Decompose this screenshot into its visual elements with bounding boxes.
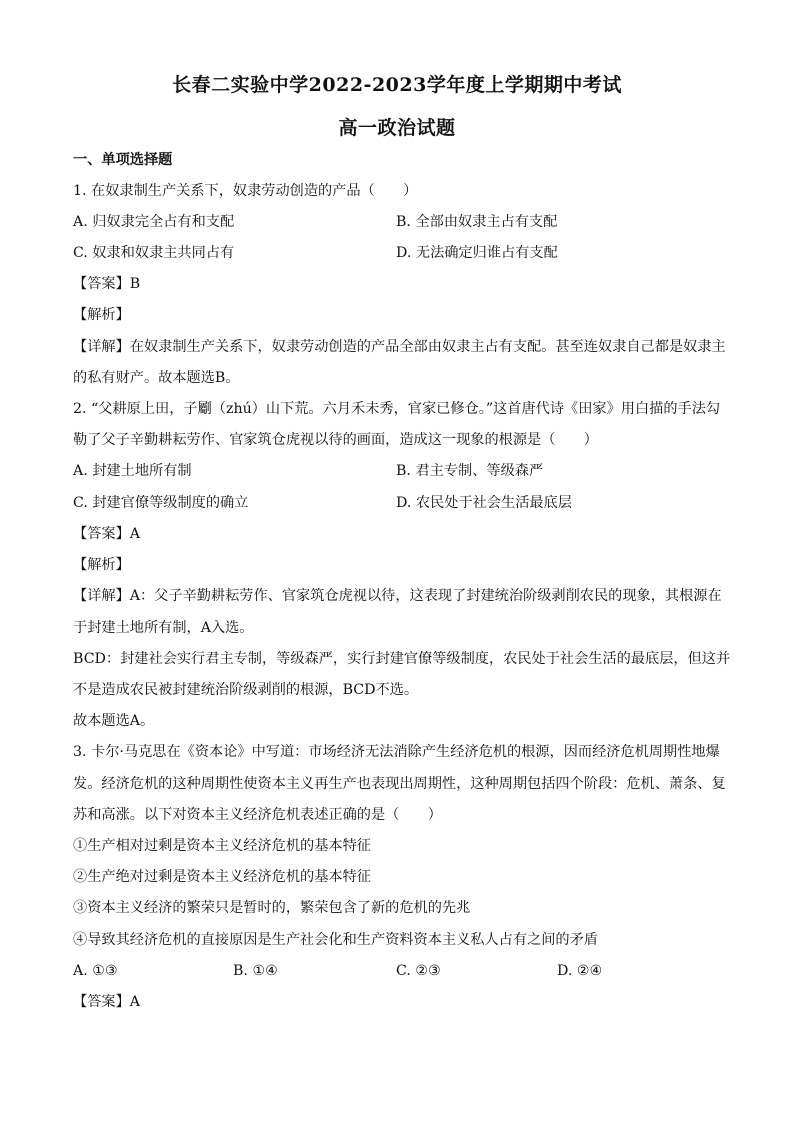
q1-stem: 1. 在奴隶制生产关系下，奴隶劳动创造的产品（ ） [73, 183, 418, 199]
q1-options-row-1 [73, 212, 723, 232]
q2-option-c: C. 封建官僚等级制度的确立 [73, 495, 249, 511]
q2-options-row-2 [73, 493, 723, 513]
q1-answer: 【答案】B [73, 276, 141, 292]
q1-option-a: A. 归奴隶完全占有和支配 [73, 214, 235, 230]
q3-option-c: C. ②③ [396, 963, 441, 979]
q3-stem-line: 苏和高涨。以下对资本主义经济危机表述正确的是（ ） [73, 807, 442, 823]
q2-stem-line: 2. “父耕原上田，子劚（zhú）山下荒。六月禾未秀，官家已修仓。”这首唐代诗《田家》用白描的手法勾 [73, 401, 721, 417]
q1-option-b: B. 全部由奴隶主占有支配 [396, 214, 558, 230]
q1-detail-line: 【详解】在奴隶制生产关系下，奴隶劳动创造的产品全部由奴隶主占有支配。甚至连奴隶自己都是奴隶主 [73, 339, 726, 355]
q2-detail-line: 不是造成农民被封建统治阶级剥削的根源，BCD不选。 [73, 682, 419, 698]
q3-option-d: D. ②④ [557, 963, 603, 979]
q2-options-row-1 [73, 461, 723, 481]
q1-option-c: C. 奴隶和奴隶主共同占有 [73, 245, 235, 261]
exam-title: 长春二实验中学2022-2023学年度上学期期中考试 [172, 74, 622, 96]
q2-detail-line: 【详解】A：父子辛勤耕耘劳作、官家筑仓虎视以待，这表现了封建统治阶级剥削农民的现象，其根源在 [73, 588, 722, 604]
q3-statement: ①生产相对过剩是资本主义经济危机的基本特征 [73, 838, 371, 854]
q2-analysis-label: 【解析】 [73, 557, 130, 573]
q3-stem-line: 3. 卡尔·马克思在《资本论》中写道：市场经济无法消除产生经济危机的根源，因而经济危机周期性地爆 [73, 744, 720, 760]
section-title: 一、单项选择题 [73, 152, 173, 168]
q1-option-d: D. 无法确定归谁占有支配 [396, 245, 558, 261]
q3-option-a: A. ①③ [73, 963, 118, 979]
q1-options-row-2 [73, 243, 723, 263]
q3-statement: ④导致其经济危机的直接原因是生产社会化和生产资料资本主义私人占有之间的矛盾 [73, 932, 598, 948]
q2-answer: 【答案】A [73, 526, 140, 542]
q1-analysis-label: 【解析】 [73, 307, 130, 323]
q2-detail-line: 于封建土地所有制，A入选。 [73, 620, 254, 636]
q2-detail-line: 故本题选A。 [73, 713, 155, 729]
q2-option-a: A. 封建土地所有制 [73, 463, 192, 479]
q3-statement: ②生产绝对过剩是资本主义经济危机的基本特征 [73, 869, 371, 885]
q3-answer: 【答案】A [73, 994, 140, 1010]
q2-option-b: B. 君主专制、等级森严 [396, 463, 544, 479]
q3-stem-line: 发。经济危机的这种周期性使资本主义再生产也表现出周期性，这种周期包括四个阶段：危机、萧条、复 [73, 776, 726, 792]
exam-subtitle: 高一政治试题 [338, 117, 456, 139]
q2-detail-line: BCD：封建社会实行君主专制，等级森严，实行封建官僚等级制度，农民处于社会生活的最底层，但这并 [73, 651, 731, 667]
q3-option-b: B. ①④ [233, 963, 278, 979]
q3-statement: ③资本主义经济的繁荣只是暂时的，繁荣包含了新的危机的先兆 [73, 900, 471, 916]
q2-stem-line: 勒了父子辛勤耕耘劳作、官家筑仓虎视以待的画面，造成这一现象的根源是（ ） [73, 432, 598, 448]
q1-detail-line: 的私有财产。故本题选B。 [73, 370, 240, 386]
q2-option-d: D. 农民处于社会生活最底层 [396, 495, 572, 511]
